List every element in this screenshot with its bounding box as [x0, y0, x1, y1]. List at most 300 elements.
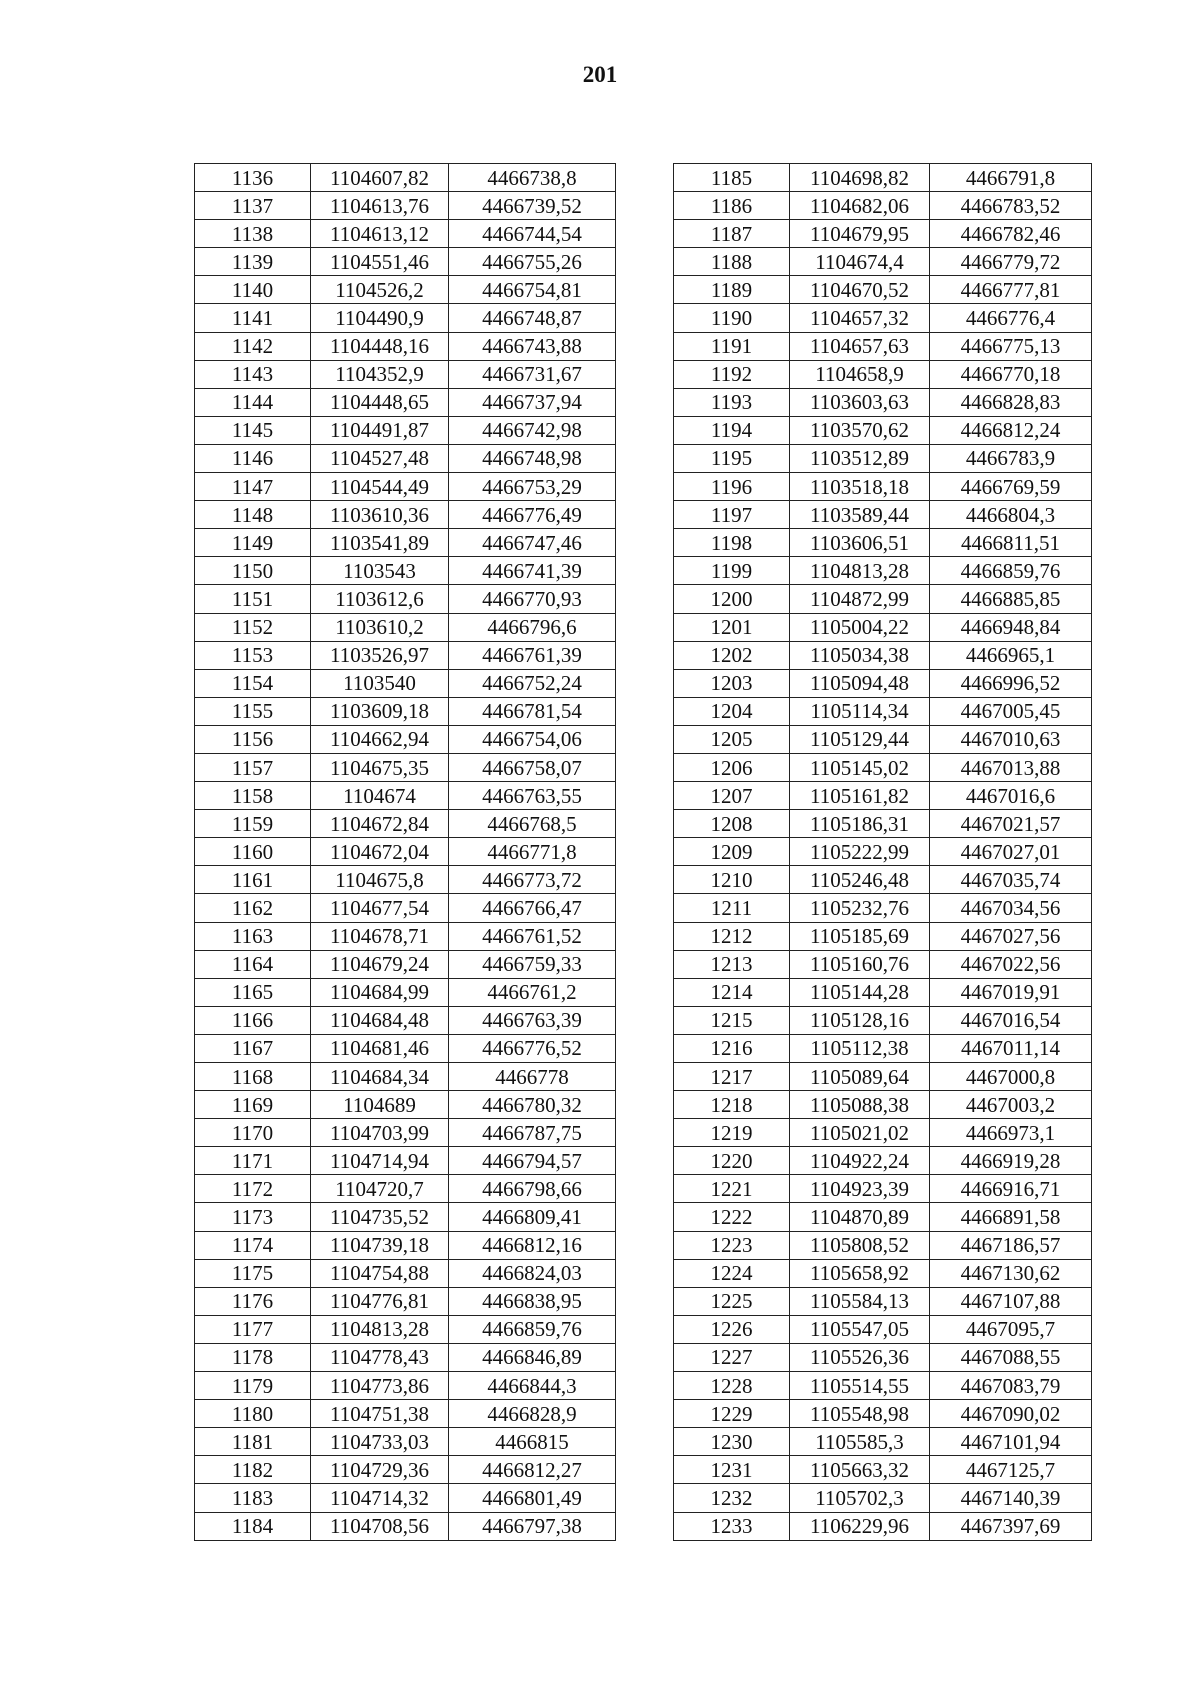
- x-coordinate-cell: 1103610,2: [311, 613, 449, 641]
- x-coordinate-cell: 1103609,18: [311, 697, 449, 725]
- point-number-cell: 1216: [674, 1034, 790, 1062]
- table-row: [674, 922, 1092, 950]
- point-number-cell: 1230: [674, 1428, 790, 1456]
- table-row: [195, 388, 616, 416]
- x-coordinate-cell: 1104672,04: [311, 838, 449, 866]
- y-coordinate-cell: 4466773,72: [449, 866, 616, 894]
- x-coordinate-cell: 1104490,9: [311, 304, 449, 332]
- table-row: [195, 1091, 616, 1119]
- point-number-cell: 1145: [195, 416, 311, 444]
- y-coordinate-cell: 4467088,55: [930, 1343, 1092, 1371]
- point-number-cell: 1171: [195, 1147, 311, 1175]
- x-coordinate-cell: 1104674: [311, 782, 449, 810]
- x-coordinate-cell: 1104729,36: [311, 1456, 449, 1484]
- y-coordinate-cell: 4466759,33: [449, 950, 616, 978]
- x-coordinate-cell: 1104526,2: [311, 276, 449, 304]
- y-coordinate-cell: 4466794,57: [449, 1147, 616, 1175]
- x-coordinate-cell: 1104703,99: [311, 1119, 449, 1147]
- y-coordinate-cell: 4466777,81: [930, 276, 1092, 304]
- y-coordinate-cell: 4467000,8: [930, 1063, 1092, 1091]
- table-row: [674, 501, 1092, 529]
- point-number-cell: 1199: [674, 557, 790, 585]
- table-row: [674, 613, 1092, 641]
- y-coordinate-cell: 4467027,01: [930, 838, 1092, 866]
- x-coordinate-cell: 1103512,89: [790, 444, 930, 472]
- y-coordinate-cell: 4466812,16: [449, 1231, 616, 1259]
- table-row: [674, 1259, 1092, 1287]
- y-coordinate-cell: 4467130,62: [930, 1259, 1092, 1287]
- point-number-cell: 1181: [195, 1428, 311, 1456]
- table-row: [674, 1203, 1092, 1231]
- table-row: [674, 1287, 1092, 1315]
- table-row: [195, 1400, 616, 1428]
- point-number-cell: 1138: [195, 220, 311, 248]
- table-row: [195, 697, 616, 725]
- point-number-cell: 1192: [674, 360, 790, 388]
- table-row: [195, 1372, 616, 1400]
- x-coordinate-cell: 1103543: [311, 557, 449, 585]
- point-number-cell: 1156: [195, 725, 311, 753]
- x-coordinate-cell: 1104735,52: [311, 1203, 449, 1231]
- x-coordinate-cell: 1104613,12: [311, 220, 449, 248]
- y-coordinate-cell: 4466769,59: [930, 473, 1092, 501]
- y-coordinate-cell: 4467003,2: [930, 1091, 1092, 1119]
- table-row: [195, 1147, 616, 1175]
- table-row: [674, 1428, 1092, 1456]
- point-number-cell: 1227: [674, 1343, 790, 1371]
- point-number-cell: 1173: [195, 1203, 311, 1231]
- point-number-cell: 1152: [195, 613, 311, 641]
- y-coordinate-cell: 4466770,18: [930, 360, 1092, 388]
- y-coordinate-cell: 4466761,39: [449, 641, 616, 669]
- table-row: [674, 473, 1092, 501]
- x-coordinate-cell: 1104813,28: [790, 557, 930, 585]
- x-coordinate-cell: 1104776,81: [311, 1287, 449, 1315]
- table-row: [195, 641, 616, 669]
- y-coordinate-cell: 4466838,95: [449, 1287, 616, 1315]
- x-coordinate-cell: 1104714,94: [311, 1147, 449, 1175]
- point-number-cell: 1217: [674, 1063, 790, 1091]
- table-row: [674, 1119, 1092, 1147]
- point-number-cell: 1231: [674, 1456, 790, 1484]
- table-row: [674, 866, 1092, 894]
- y-coordinate-cell: 4466783,9: [930, 444, 1092, 472]
- x-coordinate-cell: 1105222,99: [790, 838, 930, 866]
- y-coordinate-cell: 4466752,24: [449, 669, 616, 697]
- x-coordinate-cell: 1104720,7: [311, 1175, 449, 1203]
- y-coordinate-cell: 4466766,47: [449, 894, 616, 922]
- y-coordinate-cell: 4466754,06: [449, 725, 616, 753]
- x-coordinate-cell: 1103610,36: [311, 501, 449, 529]
- x-coordinate-cell: 1103612,6: [311, 585, 449, 613]
- x-coordinate-cell: 1104675,35: [311, 753, 449, 781]
- table-row: [195, 1428, 616, 1456]
- table-row: [195, 473, 616, 501]
- table-row: [674, 1372, 1092, 1400]
- coordinates-table-right: [673, 163, 1092, 1541]
- table-row: [195, 725, 616, 753]
- point-number-cell: 1140: [195, 276, 311, 304]
- x-coordinate-cell: 1104751,38: [311, 1400, 449, 1428]
- point-number-cell: 1233: [674, 1512, 790, 1540]
- y-coordinate-cell: 4466824,03: [449, 1259, 616, 1287]
- point-number-cell: 1207: [674, 782, 790, 810]
- y-coordinate-cell: 4466796,6: [449, 613, 616, 641]
- table-row: [674, 192, 1092, 220]
- table-row: [195, 1231, 616, 1259]
- x-coordinate-cell: 1105186,31: [790, 810, 930, 838]
- y-coordinate-cell: 4466828,9: [449, 1400, 616, 1428]
- x-coordinate-cell: 1104872,99: [790, 585, 930, 613]
- y-coordinate-cell: 4466996,52: [930, 669, 1092, 697]
- point-number-cell: 1172: [195, 1175, 311, 1203]
- point-number-cell: 1209: [674, 838, 790, 866]
- table-row: [195, 1484, 616, 1512]
- x-coordinate-cell: 1105514,55: [790, 1372, 930, 1400]
- y-coordinate-cell: 4466948,84: [930, 613, 1092, 641]
- table-row: [195, 529, 616, 557]
- y-coordinate-cell: 4466761,52: [449, 922, 616, 950]
- table-row: [195, 585, 616, 613]
- point-number-cell: 1202: [674, 641, 790, 669]
- x-coordinate-cell: 1104678,71: [311, 922, 449, 950]
- x-coordinate-cell: 1105112,38: [790, 1034, 930, 1062]
- point-number-cell: 1212: [674, 922, 790, 950]
- y-coordinate-cell: 4466770,93: [449, 585, 616, 613]
- y-coordinate-cell: 4466731,67: [449, 360, 616, 388]
- point-number-cell: 1182: [195, 1456, 311, 1484]
- y-coordinate-cell: 4466811,51: [930, 529, 1092, 557]
- point-number-cell: 1208: [674, 810, 790, 838]
- point-number-cell: 1164: [195, 950, 311, 978]
- point-number-cell: 1167: [195, 1034, 311, 1062]
- x-coordinate-cell: 1104923,39: [790, 1175, 930, 1203]
- y-coordinate-cell: 4466742,98: [449, 416, 616, 444]
- point-number-cell: 1177: [195, 1315, 311, 1343]
- table-row: [195, 1512, 616, 1540]
- table-row: [195, 1259, 616, 1287]
- table-row: [674, 1063, 1092, 1091]
- table-row: [195, 1119, 616, 1147]
- point-number-cell: 1229: [674, 1400, 790, 1428]
- point-number-cell: 1161: [195, 866, 311, 894]
- y-coordinate-cell: 4466828,83: [930, 388, 1092, 416]
- point-number-cell: 1155: [195, 697, 311, 725]
- x-coordinate-cell: 1104681,46: [311, 1034, 449, 1062]
- x-coordinate-cell: 1105089,64: [790, 1063, 930, 1091]
- y-coordinate-cell: 4466973,1: [930, 1119, 1092, 1147]
- table-row: [674, 388, 1092, 416]
- point-number-cell: 1174: [195, 1231, 311, 1259]
- x-coordinate-cell: 1104491,87: [311, 416, 449, 444]
- x-coordinate-cell: 1104448,16: [311, 332, 449, 360]
- table-row: [195, 1175, 616, 1203]
- y-coordinate-cell: 4466776,49: [449, 501, 616, 529]
- x-coordinate-cell: 1104658,9: [790, 360, 930, 388]
- x-coordinate-cell: 1105663,32: [790, 1456, 930, 1484]
- y-coordinate-cell: 4466775,13: [930, 332, 1092, 360]
- x-coordinate-cell: 1105658,92: [790, 1259, 930, 1287]
- point-number-cell: 1189: [674, 276, 790, 304]
- x-coordinate-cell: 1104813,28: [311, 1315, 449, 1343]
- table-row: [195, 922, 616, 950]
- table-row: [674, 950, 1092, 978]
- point-number-cell: 1197: [674, 501, 790, 529]
- y-coordinate-cell: 4466812,27: [449, 1456, 616, 1484]
- point-number-cell: 1176: [195, 1287, 311, 1315]
- x-coordinate-cell: 1105034,38: [790, 641, 930, 669]
- table-row: [195, 950, 616, 978]
- y-coordinate-cell: 4466885,85: [930, 585, 1092, 613]
- table-row: [674, 248, 1092, 276]
- x-coordinate-cell: 1104607,82: [311, 164, 449, 192]
- table-row: [674, 332, 1092, 360]
- y-coordinate-cell: 4466919,28: [930, 1147, 1092, 1175]
- point-number-cell: 1154: [195, 669, 311, 697]
- x-coordinate-cell: 1105004,22: [790, 613, 930, 641]
- point-number-cell: 1149: [195, 529, 311, 557]
- y-coordinate-cell: 4466859,76: [930, 557, 1092, 585]
- table-row: [195, 248, 616, 276]
- x-coordinate-cell: 1104754,88: [311, 1259, 449, 1287]
- y-coordinate-cell: 4467016,6: [930, 782, 1092, 810]
- y-coordinate-cell: 4466753,29: [449, 473, 616, 501]
- table-row: [195, 444, 616, 472]
- y-coordinate-cell: 4466846,89: [449, 1343, 616, 1371]
- point-number-cell: 1194: [674, 416, 790, 444]
- x-coordinate-cell: 1105144,28: [790, 978, 930, 1006]
- y-coordinate-cell: 4466815: [449, 1428, 616, 1456]
- y-coordinate-cell: 4466743,88: [449, 332, 616, 360]
- y-coordinate-cell: 4467090,02: [930, 1400, 1092, 1428]
- point-number-cell: 1187: [674, 220, 790, 248]
- point-number-cell: 1157: [195, 753, 311, 781]
- y-coordinate-cell: 4466748,87: [449, 304, 616, 332]
- table-row: [674, 1400, 1092, 1428]
- point-number-cell: 1143: [195, 360, 311, 388]
- x-coordinate-cell: 1104679,95: [790, 220, 930, 248]
- point-number-cell: 1200: [674, 585, 790, 613]
- point-number-cell: 1139: [195, 248, 311, 276]
- table-row: [674, 360, 1092, 388]
- table-row: [195, 360, 616, 388]
- x-coordinate-cell: 1104677,54: [311, 894, 449, 922]
- table-row: [195, 669, 616, 697]
- x-coordinate-cell: 1104870,89: [790, 1203, 930, 1231]
- x-coordinate-cell: 1104778,43: [311, 1343, 449, 1371]
- y-coordinate-cell: 4467095,7: [930, 1315, 1092, 1343]
- y-coordinate-cell: 4466738,8: [449, 164, 616, 192]
- y-coordinate-cell: 4466744,54: [449, 220, 616, 248]
- x-coordinate-cell: 1104773,86: [311, 1372, 449, 1400]
- x-coordinate-cell: 1104684,34: [311, 1063, 449, 1091]
- table-row: [674, 753, 1092, 781]
- point-number-cell: 1162: [195, 894, 311, 922]
- point-number-cell: 1137: [195, 192, 311, 220]
- y-coordinate-cell: 4466844,3: [449, 1372, 616, 1400]
- point-number-cell: 1220: [674, 1147, 790, 1175]
- y-coordinate-cell: 4466747,46: [449, 529, 616, 557]
- x-coordinate-cell: 1104675,8: [311, 866, 449, 894]
- table-row: [674, 220, 1092, 248]
- table-row: [195, 501, 616, 529]
- table-row: [674, 1343, 1092, 1371]
- y-coordinate-cell: 4467186,57: [930, 1231, 1092, 1259]
- point-number-cell: 1136: [195, 164, 311, 192]
- y-coordinate-cell: 4466781,54: [449, 697, 616, 725]
- page-number: 201: [582, 62, 618, 87]
- table-row: [195, 164, 616, 192]
- y-coordinate-cell: 4466776,52: [449, 1034, 616, 1062]
- table-row: [674, 782, 1092, 810]
- x-coordinate-cell: 1103540: [311, 669, 449, 697]
- point-number-cell: 1148: [195, 501, 311, 529]
- table-row: [674, 557, 1092, 585]
- point-number-cell: 1195: [674, 444, 790, 472]
- y-coordinate-cell: 4466797,38: [449, 1512, 616, 1540]
- point-number-cell: 1224: [674, 1259, 790, 1287]
- y-coordinate-cell: 4466778: [449, 1063, 616, 1091]
- table-row: [674, 669, 1092, 697]
- point-number-cell: 1170: [195, 1119, 311, 1147]
- y-coordinate-cell: 4466812,24: [930, 416, 1092, 444]
- x-coordinate-cell: 1105548,98: [790, 1400, 930, 1428]
- point-number-cell: 1163: [195, 922, 311, 950]
- table-row: [195, 220, 616, 248]
- y-coordinate-cell: 4466779,72: [930, 248, 1092, 276]
- point-number-cell: 1221: [674, 1175, 790, 1203]
- point-number-cell: 1144: [195, 388, 311, 416]
- y-coordinate-cell: 4467397,69: [930, 1512, 1092, 1540]
- x-coordinate-cell: 1103541,89: [311, 529, 449, 557]
- y-coordinate-cell: 4466741,39: [449, 557, 616, 585]
- y-coordinate-cell: 4466804,3: [930, 501, 1092, 529]
- table-row: [674, 978, 1092, 1006]
- point-number-cell: 1158: [195, 782, 311, 810]
- table-row: [674, 164, 1092, 192]
- point-number-cell: 1203: [674, 669, 790, 697]
- table-row: [674, 810, 1092, 838]
- point-number-cell: 1179: [195, 1372, 311, 1400]
- x-coordinate-cell: 1105585,3: [790, 1428, 930, 1456]
- table-row: [195, 1006, 616, 1034]
- point-number-cell: 1151: [195, 585, 311, 613]
- y-coordinate-cell: 4466859,76: [449, 1315, 616, 1343]
- x-coordinate-cell: 1105808,52: [790, 1231, 930, 1259]
- point-number-cell: 1184: [195, 1512, 311, 1540]
- y-coordinate-cell: 4467027,56: [930, 922, 1092, 950]
- table-row: [674, 1147, 1092, 1175]
- table-row: [674, 444, 1092, 472]
- y-coordinate-cell: 4467021,57: [930, 810, 1092, 838]
- y-coordinate-cell: 4466801,49: [449, 1484, 616, 1512]
- table-row: [195, 416, 616, 444]
- point-number-cell: 1160: [195, 838, 311, 866]
- table-row: [195, 276, 616, 304]
- y-coordinate-cell: 4466739,52: [449, 192, 616, 220]
- point-number-cell: 1178: [195, 1343, 311, 1371]
- table-row: [195, 192, 616, 220]
- x-coordinate-cell: 1104672,84: [311, 810, 449, 838]
- point-number-cell: 1175: [195, 1259, 311, 1287]
- x-coordinate-cell: 1104448,65: [311, 388, 449, 416]
- x-coordinate-cell: 1104684,48: [311, 1006, 449, 1034]
- y-coordinate-cell: 4467013,88: [930, 753, 1092, 781]
- table-row: [674, 1091, 1092, 1119]
- x-coordinate-cell: 1104657,63: [790, 332, 930, 360]
- table-row: [674, 585, 1092, 613]
- point-number-cell: 1146: [195, 444, 311, 472]
- y-coordinate-cell: 4466791,8: [930, 164, 1092, 192]
- point-number-cell: 1222: [674, 1203, 790, 1231]
- table-row: [195, 557, 616, 585]
- y-coordinate-cell: 4466737,94: [449, 388, 616, 416]
- x-coordinate-cell: 1106229,96: [790, 1512, 930, 1540]
- x-coordinate-cell: 1104613,76: [311, 192, 449, 220]
- x-coordinate-cell: 1103606,51: [790, 529, 930, 557]
- point-number-cell: 1193: [674, 388, 790, 416]
- table-row: [195, 978, 616, 1006]
- y-coordinate-cell: 4466771,8: [449, 838, 616, 866]
- y-coordinate-cell: 4467010,63: [930, 725, 1092, 753]
- x-coordinate-cell: 1105160,76: [790, 950, 930, 978]
- table-row: [674, 1175, 1092, 1203]
- x-coordinate-cell: 1104670,52: [790, 276, 930, 304]
- table-row: [195, 810, 616, 838]
- point-number-cell: 1226: [674, 1315, 790, 1343]
- x-coordinate-cell: 1103518,18: [790, 473, 930, 501]
- y-coordinate-cell: 4466754,81: [449, 276, 616, 304]
- table-row: [674, 838, 1092, 866]
- y-coordinate-cell: 4467083,79: [930, 1372, 1092, 1400]
- x-coordinate-cell: 1104708,56: [311, 1512, 449, 1540]
- table-row: [674, 1456, 1092, 1484]
- x-coordinate-cell: 1104527,48: [311, 444, 449, 472]
- table-row: [674, 1315, 1092, 1343]
- x-coordinate-cell: 1104551,46: [311, 248, 449, 276]
- x-coordinate-cell: 1104684,99: [311, 978, 449, 1006]
- x-coordinate-cell: 1104657,32: [790, 304, 930, 332]
- y-coordinate-cell: 4467035,74: [930, 866, 1092, 894]
- y-coordinate-cell: 4467022,56: [930, 950, 1092, 978]
- table-row: [674, 641, 1092, 669]
- x-coordinate-cell: 1105094,48: [790, 669, 930, 697]
- x-coordinate-cell: 1104544,49: [311, 473, 449, 501]
- coordinates-table-left: [194, 163, 616, 1541]
- x-coordinate-cell: 1104679,24: [311, 950, 449, 978]
- point-number-cell: 1180: [195, 1400, 311, 1428]
- x-coordinate-cell: 1103589,44: [790, 501, 930, 529]
- table-row: [674, 1034, 1092, 1062]
- x-coordinate-cell: 1103570,62: [790, 416, 930, 444]
- table-row: [195, 753, 616, 781]
- table-row: [195, 838, 616, 866]
- point-number-cell: 1214: [674, 978, 790, 1006]
- x-coordinate-cell: 1104689: [311, 1091, 449, 1119]
- x-coordinate-cell: 1105526,36: [790, 1343, 930, 1371]
- point-number-cell: 1142: [195, 332, 311, 360]
- point-number-cell: 1204: [674, 697, 790, 725]
- table-row: [195, 1343, 616, 1371]
- x-coordinate-cell: 1104662,94: [311, 725, 449, 753]
- x-coordinate-cell: 1104922,24: [790, 1147, 930, 1175]
- y-coordinate-cell: 4466916,71: [930, 1175, 1092, 1203]
- y-coordinate-cell: 4466761,2: [449, 978, 616, 1006]
- y-coordinate-cell: 4466755,26: [449, 248, 616, 276]
- point-number-cell: 1215: [674, 1006, 790, 1034]
- point-number-cell: 1165: [195, 978, 311, 1006]
- y-coordinate-cell: 4466763,39: [449, 1006, 616, 1034]
